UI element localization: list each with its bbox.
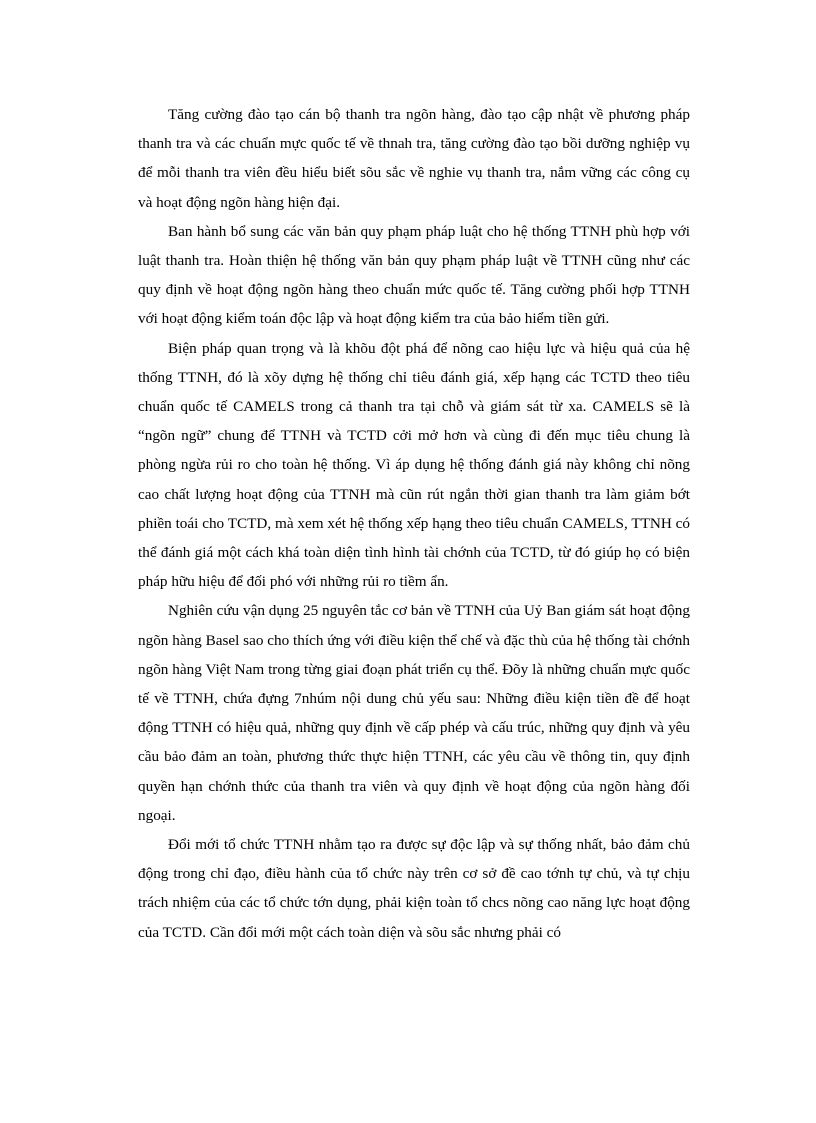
paragraph-legal-framework: Ban hành bổ sung các văn bản quy phạm pháp luật cho hệ thống TTNH phù hợp với luật thanh tra. Hoàn thiện hệ thống văn bản quy phạm pháp luật về TTNH cũng như các quy định về hoạt động ngõn hàng theo chuẩn mức quốc tế. Tăng cường phối hợp TTNH với hoạt động kiểm toán độc lập và hoạt động kiểm tra của bảo hiểm tiền gửi. [138,222,690,328]
paragraph-basel-principles: Nghiên cứu vận dụng 25 nguyên tắc cơ bản về TTNH của Uỷ Ban giám sát hoạt động ngõn hàng Basel sao cho thích ứng với điều kiện thể chế và đặc thù của hệ thống tài chớnh ngõn hàng Việt Nam trong từng giai đoạn phát triển cụ thể. Đõy là những chuẩn mực quốc tế về TTNH, chứa đựng 7nhúm nội dung chủ yếu sau: Những điều kiện tiền đề để hoạt động TTNH có hiệu quả, những quy định về cấp phép và cấu trúc, những quy định và yêu cầu bảo đảm an toàn, phương thức thực hiện TTNH, các yêu cầu về thông tin, quy định quyền hạn chớnh thức của thanh tra viên và quy định về hoạt động của ngõn hàng đối ngoại. [138,602,690,824]
paragraph-organization-reform: Đổi mới tổ chức TTNH nhằm tạo ra được sự độc lập và sự thống nhất, bảo đảm chủ động trong chỉ đạo, điều hành của tổ chức này trên cơ sở đề cao tớnh tự chủ, và tự chịu trách nhiệm của các tổ chức tớn dụng, phải kiện toàn tổ chcs nõng cao năng lực hoạt động của TCTD. Cần đổi mới một cách toàn diện và sõu sắc nhưng phải có [138,836,690,941]
paragraph-camels: Biện pháp quan trọng và là khõu đột phá để nõng cao hiệu lực và hiệu quả của hệ thống TTNH, đó là xõy dựng hệ thống chỉ tiêu đánh giá, xếp hạng các TCTD theo tiêu chuẩn quốc tế CAMELS trong cả thanh tra tại chỗ và giám sát từ xa. CAMELS sẽ là “ngõn ngữ” chung để TTNH và TCTD cởi mở hơn và cùng đi đến mục tiêu chung là phòng ngừa rủi ro cho toàn hệ thống. Vì áp dụng hệ thống đánh giá này không chỉ nõng cao chất lượng hoạt động của TTNH mà cũn rút ngắn thời gian thanh tra làm giảm bớt phiền toái cho TCTD, mà xem xét hệ thống xếp hạng theo tiêu chuẩn CAMELS, TTNH có thể đánh giá một cách khá toàn diện tình hình tài chớnh của TCTD, từ đó giúp họ có biện pháp hữu hiệu để đối phó với những rủi ro tiềm ẩn. [138,339,690,591]
document-body [138,100,690,947]
paragraph-training: Tăng cường đào tạo cán bộ thanh tra ngõn hàng, đào tạo cập nhật về phương pháp thanh tra và các chuẩn mực quốc tế về thnah tra, tăng cường đào tạo bồi dưỡng nghiệp vụ để mỗi thanh tra viên đều hiểu biết sõu sắc về nghie vụ thanh tra, nắm vững các công cụ và hoạt động ngõn hàng hiện đại. [138,106,690,211]
